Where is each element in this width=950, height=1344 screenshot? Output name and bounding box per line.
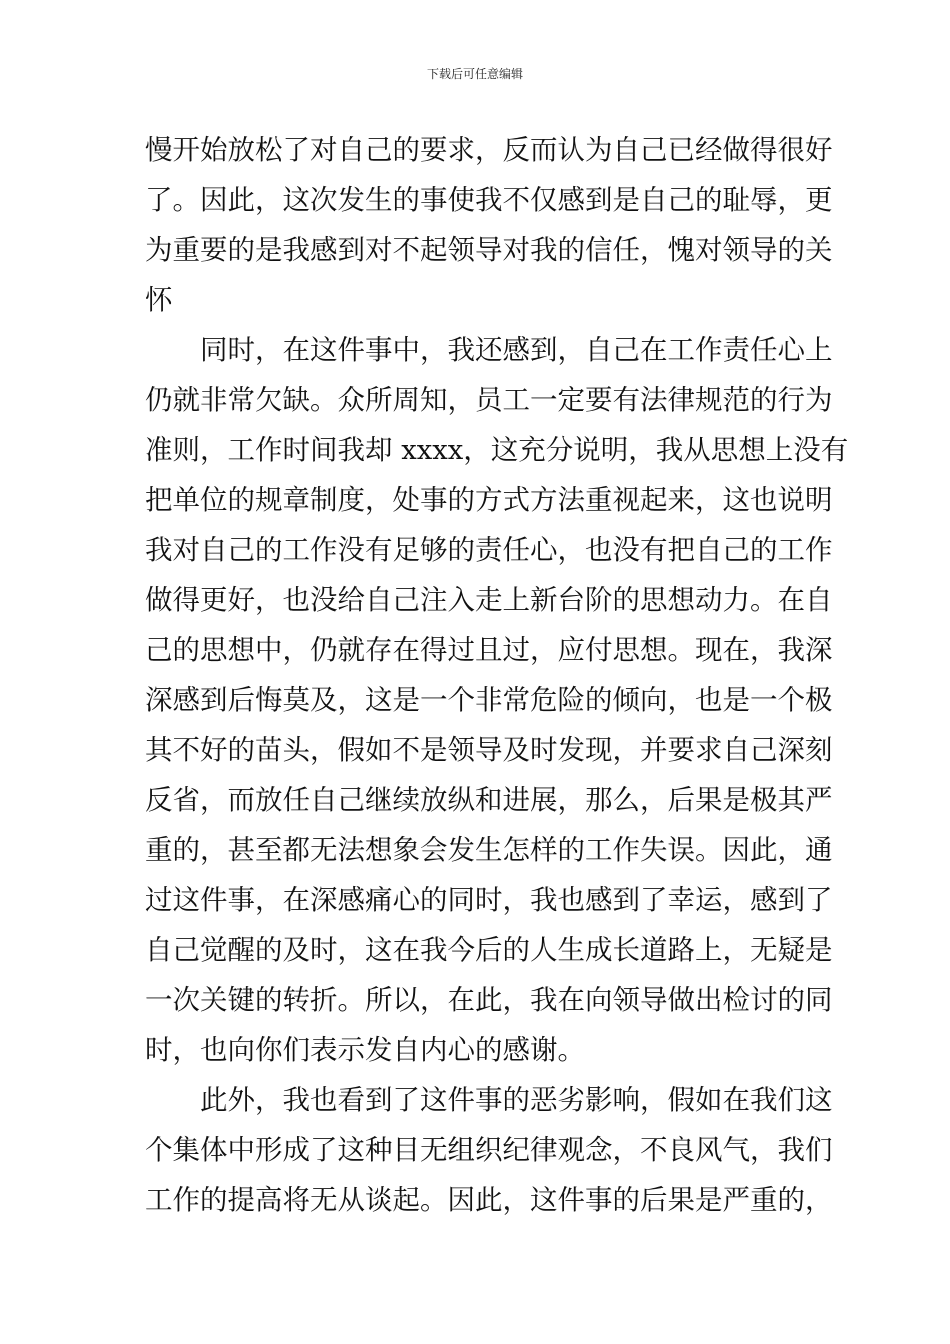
text-line: 准则，工作时间我却 xxxx，这充分说明，我从思想上没有 — [145, 434, 849, 466]
text-line: 其不好的苗头，假如不是领导及时发现，并要求自己深刻 — [145, 734, 833, 766]
text-line: 重的，甚至都无法想象会发生怎样的工作失误。因此，通 — [145, 834, 833, 866]
text-line: 工作的提高将无从谈起。因此，这件事的后果是严重的， — [145, 1184, 833, 1216]
text-line: 深感到后悔莫及，这是一个非常危险的倾向，也是一个极 — [145, 684, 833, 716]
paragraph-3 — [145, 1075, 833, 1225]
text-line: 慢开始放松了对自己的要求，反而认为自己已经做得很好 — [145, 134, 833, 166]
text-line: 把单位的规章制度，处事的方式方法重视起来，这也说明 — [145, 484, 833, 516]
text-line: 做得更好，也没给自己注入走上新台阶的思想动力。在自 — [145, 584, 833, 616]
paragraph-2 — [145, 325, 849, 1075]
paragraph-1 — [145, 125, 833, 325]
page-header: 下载后可任意编辑 — [426, 67, 523, 81]
text-line: 同时，在这件事中，我还感到，自己在工作责任心上 — [200, 334, 833, 366]
text-line: 一次关键的转折。所以，在此，我在向领导做出检讨的同 — [145, 984, 833, 1016]
text-line: 为重要的是我感到对不起领导对我的信任，愧对领导的关 — [145, 234, 833, 266]
text-line: 此外，我也看到了这件事的恶劣影响，假如在我们这 — [200, 1084, 833, 1116]
text-line: 己的思想中，仍就存在得过且过，应付思想。现在，我深 — [145, 634, 833, 666]
document-body — [145, 125, 849, 1225]
text-line: 个集体中形成了这种目无组织纪律观念，不良风气，我们 — [145, 1134, 833, 1166]
text-line: 反省，而放任自己继续放纵和进展，那么，后果是极其严 — [145, 784, 833, 816]
text-line: 自己觉醒的及时，这在我今后的人生成长道路上，无疑是 — [145, 934, 833, 966]
text-line: 我对自己的工作没有足够的责任心，也没有把自己的工作 — [145, 534, 833, 566]
text-line: 过这件事，在深感痛心的同时，我也感到了幸运，感到了 — [145, 884, 833, 916]
text-line: 了。因此，这次发生的事使我不仅感到是自己的耻辱，更 — [145, 184, 833, 216]
text-line: 怀 — [145, 284, 173, 316]
text-line: 仍就非常欠缺。众所周知，员工一定要有法律规范的行为 — [145, 384, 833, 416]
text-line: 时，也向你们表示发自内心的感谢。 — [145, 1034, 585, 1066]
